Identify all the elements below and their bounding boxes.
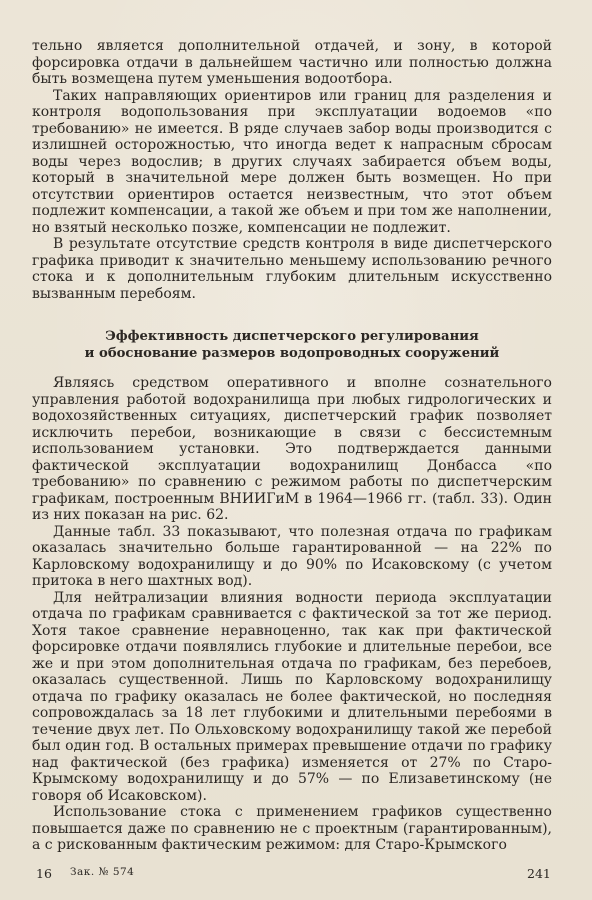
paragraph: Для нейтрализации влияния водности периода эксплуатации отдача по графикам сравнивается с фактической за тот же период. Хотя такое сравнение неравноценно, так как при фактической форсировке отдачи появлялись глубокие и длительные перебои, все же и при этом дополнительная отдача по графикам, без перебоев, оказалась существенной. Лишь по Карловскому водохранилищу отдача по графику оказалась не более фактической, но последняя сопровождалась за 18 лет глубокими и длительными перебоями в течение двух лет. По Ольховскому водохранилищу такой же перебой был один год. В остальных примерах превышение отдачи по графику над фактической (без графика) изменяется от 27% по Старо-Крымскому водохранилищу и до 57% — по Елизаветинскому (не говоря об Исаковском).: [32, 589, 552, 804]
print-order-mark: Зак. № 574: [70, 866, 135, 878]
section-heading: [32, 328, 552, 362]
page-number: 241: [527, 866, 551, 881]
paragraph: Таких направляющих ориентиров или границ для разделения и контроля водопользования при эксплуатации водоемов «по требованию» не имеется. В ряде случаев забор воды производится с излишней осторожностью, что иногда ведет к напрасным сбросам воды через водослив; в других случаях забирается объем воды, который в значительной мере должен быть возмещен. Но при отсутствии ориентиров остается неизвестным, что этот объем подлежит компенсации, а такой же объем и при том же наполнении, но взятый несколько позже, компенсации не подлежит.: [32, 87, 552, 236]
paragraph: Являясь средством оперативного и вполне сознательного управления работой водохранилища при любых гидрологических и водохозяйственных ситуациях, диспетчерский график позволяет исключить перебои, возникающие в связи с бессистемным использованием установки. Это подтверждается данными фактической эксплуатации водохранилищ Донбасса «по требованию» по сравнению с режимом работы по диспетчерским графикам, построенным ВНИИГиМ в 1964—1966 гг. (табл. 33). Один из них показан на рис. 62.: [32, 375, 552, 523]
section-heading-line-2: и обоснование размеров водопроводных сооружений: [84, 346, 500, 361]
page-text: [32, 38, 552, 854]
section-heading-line-1: Эффективность диспетчерского регулирования: [105, 329, 479, 344]
page-footer: [0, 866, 592, 884]
signature-number: 16: [36, 866, 52, 881]
paragraph: Данные табл. 33 показывают, что полезная отдача по графикам оказалась значительно больше гарантированной — на 22% по Карловскому водохранилищу и до 90% по Исаковскому (с учетом притока в него шахтных вод).: [32, 523, 552, 589]
paragraph: Использование стока с применением графиков существенно повышается даже по сравнению не с проектным (гарантированным), а с рискованным фактическим режимом: для Старо-Крымского: [32, 804, 552, 853]
paragraph: В результате отсутствие средств контроля в виде диспетчерского графика приводит к значительно меньшему использованию речного стока и к дополнительным глубоким длительным искусственно вызванным перебоям.: [32, 236, 552, 302]
paragraph-continued: тельно является дополнительной отдачей, и зону, в которой форсировка отдачи в дальнейшем частично или полностью должна быть возмещена путем уменьшения водоотбора.: [32, 38, 552, 87]
